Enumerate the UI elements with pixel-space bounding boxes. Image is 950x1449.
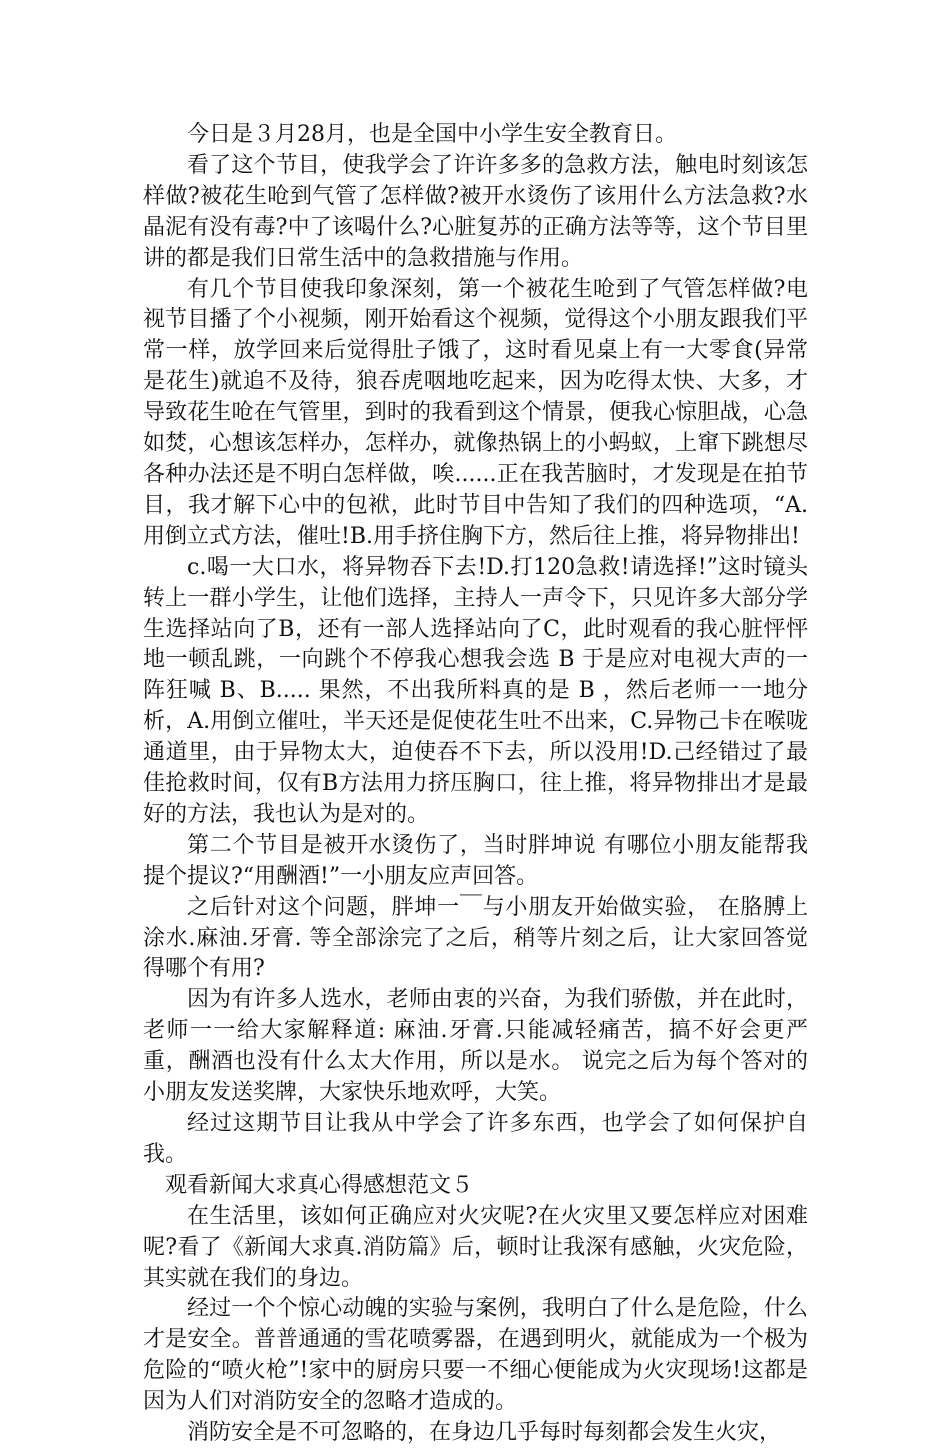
paragraph-10: 经过一个个惊心动魄的实验与案例，我明白了什么是危险，什么才是安全。普普通通的雪花喷雾器，在遇到明火，就能成为一个极为危险的“喷火枪”!家中的厨房只要一不细心便能成为火灾现场!这都是因为人们对消防安全的忽略才造成的。 bbox=[143, 1296, 808, 1415]
paragraph-6: 之后针对这个问题，胖坤一￣与小朋友开始做实验， 在胳膊上涂水.麻油.牙膏. 等全部涂完了之后，稍等片刻之后，让大家回答觉得哪个有用? bbox=[143, 894, 808, 982]
paragraph-1: 今日是３月28月，也是全国中小学生安全教育日。 bbox=[187, 122, 677, 147]
section-heading: 观看新闻大求真心得感想范文５ bbox=[165, 1172, 474, 1198]
paragraph-8: 经过这期节目让我从中学会了许多东西，也学会了如何保护自我。 bbox=[143, 1111, 808, 1167]
paragraph-3: 有几个节目使我印象深刻，第一个被花生呛到了气管怎样做?电视节目播了个小视频，刚开始看这个视频，觉得这个小朋友跟我们平常一样，放学回来后觉得肚子饿了，这时看见桌上有一大零食(异常是花生)就追不及待，狼吞虎咽地吃起来，因为吃得太快、大多，才导致花生呛在气管里，到时的我看到这个情景，便我心惊胆战，心急如焚，心想该怎样办，怎样办，就像热锅上的小蚂蚁，上窜下跳想尽各种办法还是不明白怎样做，唉......正在我苦脑时，才发现是在拍节目，我才解下心中的包袱，此时节目中告知了我们的四种选项，“A.用倒立式方法，催吐!B.用手挤住胸下方，然后往上推，将异物排出! bbox=[143, 276, 808, 549]
paragraph-11: 消防安全是不可忽略的，在身边几乎每时每刻都会发生火灾， bbox=[187, 1420, 782, 1446]
paragraph-4: c.喝一大口水，将异物吞下去!D.打120急救!请选择!”这时镜头转上一群小学生，让他们选择，主持人一声令下，只见许多大部分学生选择站向了B，还有一部人选择站向了C，此时观看的我心脏怦怦地一顿乱跳，一向跳个不停我心想我会选 B 于是应对电视大声的一阵狂喊 B、B..... 果然，不出我所料真的是 B ，然后老师一一地分析，A.用倒立催吐，半天还是促使花生吐不出来，C.异物己卡在喉咙通道里，由于异物太大，迫使吞不下去，所以没用!D.己经错过了最佳抢救时间，仅有B方法用力挤压胸口，往上推，将异物排出才是最好的方法，我也认为是对的。 bbox=[143, 554, 808, 827]
paragraph-7: 因为有许多人选水，老师由衷的兴奋，为我们骄傲，并在此时，老师一一给大家解释道: 麻油.牙膏.只能减轻痛苦，搞不好会更严重，酬酒也没有什么太大作用，所以是水。 说完之后为每个答对的小朋友发送奖牌，大家快乐地欢呼，大笑。 bbox=[143, 987, 808, 1106]
paragraph-9: 在生活里，该如何正确应对火灾呢?在火灾里又要怎样应对困难呢?看了《新闻大求真.消防篇》后，顿时让我深有感触，火灾危险，其实就在我们的身边。 bbox=[143, 1203, 808, 1291]
paragraph-5: 第二个节目是被开水烫伤了，当时胖坤说 有哪位小朋友能帮我提个提议?“用酬酒!”一小朋友应声回答。 bbox=[143, 832, 808, 889]
paragraph-2: 看了这个节目，使我学会了许许多多的急救方法，触电时刻该怎样做?被花生呛到气管了怎样做?被开水烫伤了该用什么方法急救?水晶泥有没有毒?中了该喝什么?心脏复苏的正确方法等等，这个节目里讲的都是我们日常生活中的急救措施与作用。 bbox=[143, 152, 808, 271]
document-body bbox=[143, 120, 808, 1449]
